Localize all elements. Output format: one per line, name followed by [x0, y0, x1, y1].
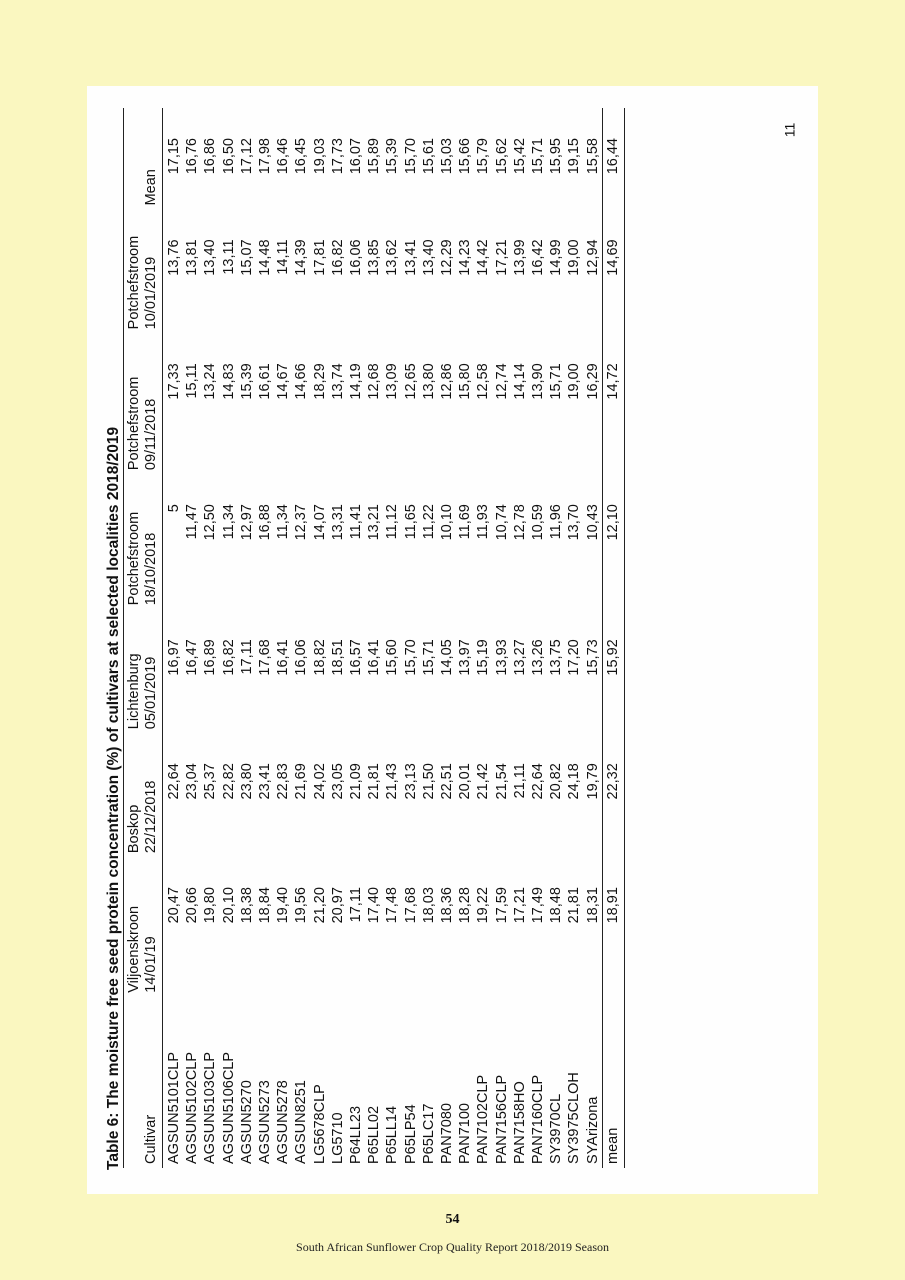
cultivar-cell: P65LL02	[366, 1105, 383, 1164]
value-cell: 17,11	[238, 639, 255, 675]
cultivar-cell: AGSUN5106CLP	[220, 1051, 237, 1164]
value-cell: 17,33	[166, 363, 182, 400]
value-cell: 17,98	[257, 138, 274, 175]
value-cell: 16,82	[220, 639, 237, 676]
value-cell: 15,70	[402, 639, 419, 676]
table-row	[402, 108, 420, 1168]
mean-row	[602, 108, 624, 1168]
value-cell: 21,54	[493, 763, 510, 800]
value-cell: 10,59	[530, 504, 547, 541]
value-cell: 20,47	[166, 887, 182, 924]
value-cell: 13,26	[530, 639, 547, 676]
value-cell: 15,71	[548, 363, 565, 400]
value-cell: 15,71	[530, 138, 547, 175]
value-cell: 21,50	[420, 763, 437, 800]
value-cell: 13,74	[329, 363, 346, 400]
value-cell: 17,68	[257, 639, 274, 676]
value-cell: 13,11	[220, 239, 237, 275]
table-row	[163, 108, 184, 1168]
value-cell: 17,21	[511, 887, 528, 924]
value-cell: 14,67	[275, 363, 292, 400]
cultivar-cell: LG5678CLP	[311, 1084, 328, 1164]
value-cell: 15,58	[584, 138, 601, 175]
header-line-1: Lichtenburg	[126, 653, 142, 730]
value-cell: 15,73	[584, 639, 601, 676]
header-line-1: Mean	[143, 169, 159, 206]
value-cell: 16,29	[584, 363, 601, 400]
value-cell: 14,66	[293, 363, 310, 400]
value-cell: 21,43	[384, 763, 401, 800]
value-cell: 20,66	[184, 887, 201, 924]
value-cell: 12,78	[511, 504, 528, 541]
value-cell: 11,65	[402, 504, 419, 540]
table-body	[163, 108, 625, 1168]
data-table	[123, 108, 625, 1168]
value-cell: 13,85	[366, 239, 383, 276]
table-row	[383, 108, 401, 1168]
value-cell: 15,70	[402, 138, 419, 175]
value-cell: 14,19	[348, 363, 365, 400]
cultivar-cell: SYArizona	[584, 1096, 601, 1164]
table-header-row	[124, 108, 163, 1168]
value-cell: 17,59	[493, 887, 510, 924]
value-cell: 13,31	[329, 504, 346, 541]
value-cell: 14,99	[548, 239, 565, 276]
value-cell: 24,02	[311, 763, 328, 800]
value-cell: 14,83	[220, 363, 237, 400]
value-cell: 13,76	[166, 239, 182, 276]
mean-value-cell: 22,32	[604, 763, 621, 800]
table-row	[584, 108, 603, 1168]
value-cell: 16,97	[166, 639, 182, 676]
column-header	[124, 108, 163, 209]
column-header	[124, 474, 163, 609]
value-cell: 18,28	[457, 887, 474, 924]
value-cell: 23,13	[402, 763, 419, 800]
value-cell: 13,81	[184, 239, 201, 276]
header-line-1: Potchefstroom	[126, 511, 142, 606]
value-cell: 12,86	[439, 363, 456, 400]
table-row	[201, 108, 219, 1168]
value-cell: 11,22	[420, 504, 437, 540]
value-cell: 22,82	[220, 763, 237, 800]
mean-value-cell: 16,44	[604, 138, 621, 175]
value-cell: 15,95	[548, 138, 565, 175]
value-cell: 18,82	[311, 639, 328, 676]
cultivar-cell: P65LC17	[420, 1103, 437, 1164]
value-cell: 12,58	[475, 363, 492, 400]
value-cell: 17,48	[384, 887, 401, 924]
value-cell: 19,03	[311, 138, 328, 175]
value-cell: 18,48	[548, 887, 565, 924]
column-header	[124, 333, 163, 474]
value-cell: 13,90	[530, 363, 547, 400]
value-cell: 12,94	[584, 239, 601, 276]
value-cell: 15,62	[493, 138, 510, 175]
value-cell: 17,49	[530, 887, 547, 924]
cultivar-cell: PAN7160CLP	[530, 1074, 547, 1164]
value-cell: 17,15	[166, 138, 182, 175]
value-cell: 10,74	[493, 504, 510, 541]
value-cell: 14,39	[293, 239, 310, 276]
table-row	[547, 108, 565, 1168]
table-row	[529, 108, 547, 1168]
value-cell: 15,66	[457, 138, 474, 175]
cultivar-cell: AGSUN5102CLP	[184, 1051, 201, 1164]
value-cell: 16,46	[275, 138, 292, 175]
value-cell: 16,41	[366, 639, 383, 676]
column-header-cultivar	[124, 997, 163, 1168]
table-title: Table 6: The moisture free seed protein concentration (%) of cultivars at selected localities 2018/2019	[105, 426, 122, 1170]
value-cell: 20,10	[220, 887, 237, 924]
table-row	[329, 108, 347, 1168]
value-cell: 16,82	[329, 239, 346, 276]
value-cell: 17,21	[493, 239, 510, 276]
cultivar-cell: PAN7102CLP	[475, 1074, 492, 1164]
value-cell: 19,80	[202, 887, 219, 924]
value-cell: 13,80	[420, 363, 437, 400]
value-cell: 13,40	[420, 239, 437, 276]
value-cell: 22,51	[439, 763, 456, 800]
value-cell: 20,82	[548, 763, 565, 800]
mean-value-cell: 12,10	[604, 504, 621, 541]
value-cell: 21,81	[366, 763, 383, 800]
value-cell: 11,69	[457, 504, 474, 540]
value-cell: 15,39	[384, 138, 401, 175]
value-cell: 11,47	[184, 504, 201, 540]
table-row	[565, 108, 583, 1168]
header-line-2: 09/11/2018	[143, 398, 159, 471]
value-cell: 5	[166, 504, 182, 513]
table-row	[511, 108, 529, 1168]
column-header	[124, 857, 163, 997]
cultivar-cell: LG5710	[329, 1112, 346, 1164]
value-cell: 16,07	[348, 138, 365, 175]
value-cell: 16,06	[293, 639, 310, 676]
value-cell: 22,64	[530, 763, 547, 800]
value-cell: 12,50	[202, 504, 219, 541]
value-cell: 23,05	[329, 763, 346, 800]
value-cell: 22,64	[166, 763, 182, 800]
value-cell: 17,81	[311, 239, 328, 276]
value-cell: 11,34	[220, 504, 237, 540]
header-line-1: Boskop	[126, 804, 142, 854]
table-row	[347, 108, 365, 1168]
mean-value-cell: 15,92	[604, 639, 621, 676]
value-cell: 16,76	[184, 138, 201, 175]
value-cell: 15,07	[238, 239, 255, 276]
mean-label-cell: mean	[604, 1127, 621, 1164]
value-cell: 16,47	[184, 639, 201, 676]
value-cell: 16,45	[293, 138, 310, 175]
table-row	[365, 108, 383, 1168]
value-cell: 11,34	[275, 504, 292, 540]
value-cell: 18,51	[329, 639, 346, 676]
column-header	[124, 733, 163, 857]
header-line-2: 05/01/2019	[143, 656, 159, 730]
cultivar-cell: PAN7100	[457, 1103, 474, 1164]
cultivar-cell: SY3970CL	[548, 1093, 565, 1164]
value-cell: 16,88	[257, 504, 274, 541]
value-cell: 19,15	[566, 138, 583, 175]
value-cell: 15,11	[184, 363, 201, 399]
value-cell: 15,42	[511, 138, 528, 175]
column-header	[124, 609, 163, 733]
value-cell: 13,27	[511, 639, 528, 676]
value-cell: 18,38	[238, 887, 255, 924]
cultivar-cell: AGSUN5103CLP	[202, 1051, 219, 1164]
corner-page-number: 11	[781, 122, 798, 138]
cultivar-cell: AGSUN5273	[257, 1080, 274, 1164]
value-cell: 17,11	[348, 887, 365, 923]
header-line-1: Potchefstroom	[126, 376, 142, 471]
value-cell: 10,43	[584, 504, 601, 541]
header-line-1: Viljoenskroon	[126, 905, 142, 993]
value-cell: 12,68	[366, 363, 383, 400]
value-cell: 16,86	[202, 138, 219, 175]
value-cell: 18,29	[311, 363, 328, 400]
value-cell: 21,20	[311, 887, 328, 924]
value-cell: 17,73	[329, 138, 346, 175]
header-line-2: 22/12/2018	[143, 780, 159, 854]
table-row	[311, 108, 329, 1168]
value-cell: 12,65	[402, 363, 419, 400]
value-cell: 12,97	[238, 504, 255, 541]
cultivar-cell: AGSUN5278	[275, 1080, 292, 1164]
value-cell: 13,41	[402, 239, 419, 276]
value-cell: 15,19	[475, 639, 492, 676]
value-cell: 13,70	[566, 504, 583, 541]
header-line-1: Cultivar	[143, 1114, 159, 1164]
value-cell: 13,24	[202, 363, 219, 400]
value-cell: 16,42	[530, 239, 547, 276]
value-cell: 15,79	[475, 138, 492, 175]
value-cell: 10,10	[439, 504, 456, 541]
table-row	[474, 108, 492, 1168]
value-cell: 17,12	[238, 138, 255, 175]
value-cell: 13,40	[202, 239, 219, 276]
value-cell: 17,68	[402, 887, 419, 924]
value-cell: 25,37	[202, 763, 219, 800]
table-row	[183, 108, 201, 1168]
value-cell: 19,00	[566, 239, 583, 276]
value-cell: 14,48	[257, 239, 274, 276]
value-cell: 14,14	[511, 363, 528, 400]
value-cell: 12,37	[293, 504, 310, 541]
value-cell: 13,09	[384, 363, 401, 400]
table-row	[238, 108, 256, 1168]
cultivar-cell: AGSUN8251	[293, 1080, 310, 1164]
value-cell: 21,09	[348, 763, 365, 800]
header-line-2: 14/01/19	[143, 936, 159, 993]
table-row	[438, 108, 456, 1168]
value-cell: 23,80	[238, 763, 255, 800]
value-cell: 18,31	[584, 887, 601, 924]
value-cell: 15,60	[384, 639, 401, 676]
value-cell: 11,41	[348, 504, 365, 540]
mean-value-cell: 14,69	[604, 239, 621, 276]
value-cell: 15,89	[366, 138, 383, 175]
value-cell: 14,11	[275, 239, 292, 275]
value-cell: 17,20	[566, 639, 583, 676]
value-cell: 13,93	[493, 639, 510, 676]
value-cell: 13,21	[366, 504, 383, 541]
value-cell: 18,84	[257, 887, 274, 924]
value-cell: 15,39	[238, 363, 255, 400]
value-cell: 14,42	[475, 239, 492, 276]
value-cell: 19,40	[275, 887, 292, 924]
value-cell: 15,80	[457, 363, 474, 400]
value-cell: 16,41	[275, 639, 292, 676]
value-cell: 13,75	[548, 639, 565, 676]
value-cell: 12,29	[439, 239, 456, 276]
value-cell: 13,97	[457, 639, 474, 676]
value-cell: 21,42	[475, 763, 492, 800]
value-cell: 23,41	[257, 763, 274, 800]
value-cell: 21,69	[293, 763, 310, 800]
cultivar-cell: AGSUN5101CLP	[166, 1051, 182, 1164]
table-row	[220, 108, 238, 1168]
value-cell: 21,81	[566, 887, 583, 924]
header-line-2: 18/10/2018	[143, 532, 159, 606]
value-cell: 19,22	[475, 887, 492, 924]
value-cell: 18,03	[420, 887, 437, 924]
value-cell: 16,57	[348, 639, 365, 676]
table-row	[292, 108, 310, 1168]
value-cell: 15,03	[439, 138, 456, 175]
rotated-table-container	[87, 86, 818, 1194]
value-cell: 17,40	[366, 887, 383, 924]
value-cell: 15,71	[420, 639, 437, 676]
table-row	[274, 108, 292, 1168]
table-row	[256, 108, 274, 1168]
value-cell: 11,93	[475, 504, 492, 540]
value-cell: 14,07	[311, 504, 328, 541]
value-cell: 13,62	[384, 239, 401, 276]
cultivar-cell: PAN7080	[439, 1103, 456, 1164]
table-row	[493, 108, 511, 1168]
value-cell: 18,36	[439, 887, 456, 924]
value-cell: 19,56	[293, 887, 310, 924]
value-cell: 12,74	[493, 363, 510, 400]
footer-text: South African Sunflower Crop Quality Report 2018/2019 Season	[296, 1240, 609, 1254]
value-cell: 23,04	[184, 763, 201, 800]
header-line-1: Potchefstroom	[126, 235, 142, 330]
value-cell: 20,01	[457, 763, 474, 800]
cultivar-cell: PAN7156CLP	[493, 1074, 510, 1164]
value-cell: 22,83	[275, 763, 292, 800]
value-cell: 16,61	[257, 363, 274, 400]
value-cell: 19,00	[566, 363, 583, 400]
column-header	[124, 209, 163, 333]
cultivar-cell: SY3975CLOH	[566, 1072, 583, 1164]
value-cell: 19,79	[584, 763, 601, 800]
value-cell: 16,89	[202, 639, 219, 676]
value-cell: 16,06	[348, 239, 365, 276]
value-cell: 20,97	[329, 887, 346, 924]
table-row	[456, 108, 474, 1168]
mean-value-cell: 14,72	[604, 363, 621, 400]
cultivar-cell: P65LL14	[384, 1105, 401, 1164]
value-cell: 21,11	[511, 763, 528, 799]
cultivar-cell: P65LP54	[402, 1104, 419, 1164]
value-cell: 11,12	[384, 504, 401, 540]
value-cell: 11,96	[548, 504, 565, 540]
header-line-2: 10/01/2019	[143, 256, 159, 330]
cultivar-cell: PAN7158HO	[511, 1081, 528, 1164]
value-cell: 15,61	[420, 138, 437, 175]
value-cell: 13,99	[511, 239, 528, 276]
value-cell: 16,50	[220, 138, 237, 175]
value-cell: 24,18	[566, 763, 583, 800]
table-row	[420, 108, 438, 1168]
cultivar-cell: P64LL23	[348, 1105, 365, 1164]
cultivar-cell: AGSUN5270	[238, 1080, 255, 1164]
value-cell: 14,05	[439, 639, 456, 676]
page-number: 54	[445, 1212, 460, 1227]
value-cell: 14,23	[457, 239, 474, 276]
mean-value-cell: 18,91	[604, 887, 621, 924]
